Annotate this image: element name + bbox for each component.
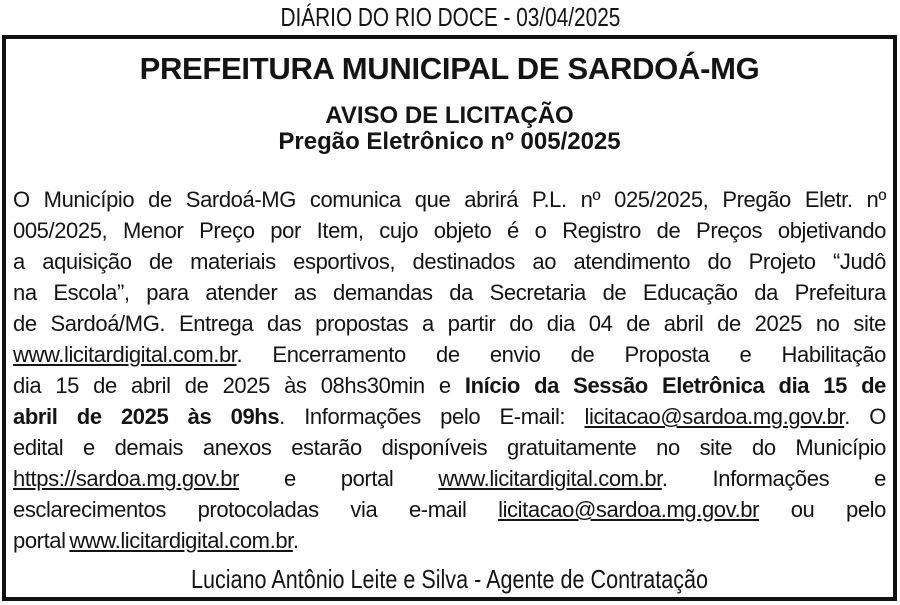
text-segment: edital e demais anexos estarão disponíveis gratuitamente no site do Município (13, 435, 886, 460)
notice-body-line (13, 525, 886, 556)
text-segment: . Encerramento de envio de Proposta e Habilitação (236, 342, 886, 367)
notice-body-line (13, 401, 886, 432)
text-segment: . Informações e (661, 466, 886, 491)
signature-text: Luciano Antônio Leite e Silva - Agente de Contratação (190, 564, 709, 594)
text-segment: de Sardoá/MG. Entrega das propostas a partir do dia 04 de abril de 2025 no site (13, 311, 886, 336)
signature-line (6, 564, 893, 594)
url-licitardigital-2[interactable]: www.licitardigital.com.br (438, 466, 662, 491)
text-segment: na Escola”, para atender as demandas da Secretaria de Educação da Prefeitura (13, 280, 886, 305)
notice-body-line (13, 339, 886, 370)
text-segment: . (292, 528, 299, 553)
text-segment: dia 15 de abril de 2025 às 08hs30min e (13, 373, 465, 398)
text-segment: esclarecimentos protocoladas via e-mail (13, 497, 499, 522)
notice-body-line (13, 494, 886, 525)
notice-body-line (13, 277, 886, 308)
notice-body-line (13, 432, 886, 463)
newspaper-masthead-text: DIÁRIO DO RIO DOCE - 03/04/2025 (280, 2, 620, 32)
text-segment: Início da Sessão Eletrônica dia 15 de (464, 373, 886, 398)
text-segment: O Município de Sardoá-MG comunica que abrirá P.L. nº 025/2025, Pregão Eletr. nº (13, 187, 886, 212)
notice-body-line (13, 370, 886, 401)
text-segment: . O (844, 404, 886, 429)
url-sardoa-mg-gov[interactable]: https://sardoa.mg.gov.br (13, 466, 239, 491)
email-licitacao-2[interactable]: licitacao@sardoa.mg.gov.br (498, 497, 760, 522)
notice-body (6, 184, 893, 556)
text-segment: . Informações pelo E-mail: (279, 404, 585, 429)
email-licitacao-1[interactable]: licitacao@sardoa.mg.gov.br (584, 404, 845, 429)
notice-body-line (13, 215, 886, 246)
newspaper-masthead (0, 3, 900, 31)
text-segment: 005/2025, Menor Preço por Item, cujo objeto é o Registro de Preços objetivando (13, 218, 886, 243)
notice-box (2, 35, 897, 601)
notice-process-number: Pregão Eletrônico nº 005/2025 (278, 128, 621, 155)
notice-body-line (13, 184, 886, 215)
notice-subtitle: AVISO DE LICITAÇÃO (325, 102, 574, 129)
notice-body-line (13, 246, 886, 277)
text-segment: a aquisição de materiais esportivos, destinados ao atendimento do Projeto “Judô (13, 249, 886, 274)
notice-body-line (13, 308, 886, 339)
text-segment: portal (13, 528, 70, 553)
text-segment: ou pelo (759, 497, 886, 522)
notice-body-line (13, 463, 886, 494)
notice-title: PREFEITURA MUNICIPAL DE SARDOÁ-MG (139, 51, 760, 86)
text-segment: abril de 2025 às 09hs (13, 404, 280, 429)
url-licitardigital-1[interactable]: www.licitardigital.com.br (13, 342, 237, 367)
url-licitardigital-3[interactable]: www.licitardigital.com.br (69, 528, 293, 553)
text-segment: e portal (239, 466, 439, 491)
